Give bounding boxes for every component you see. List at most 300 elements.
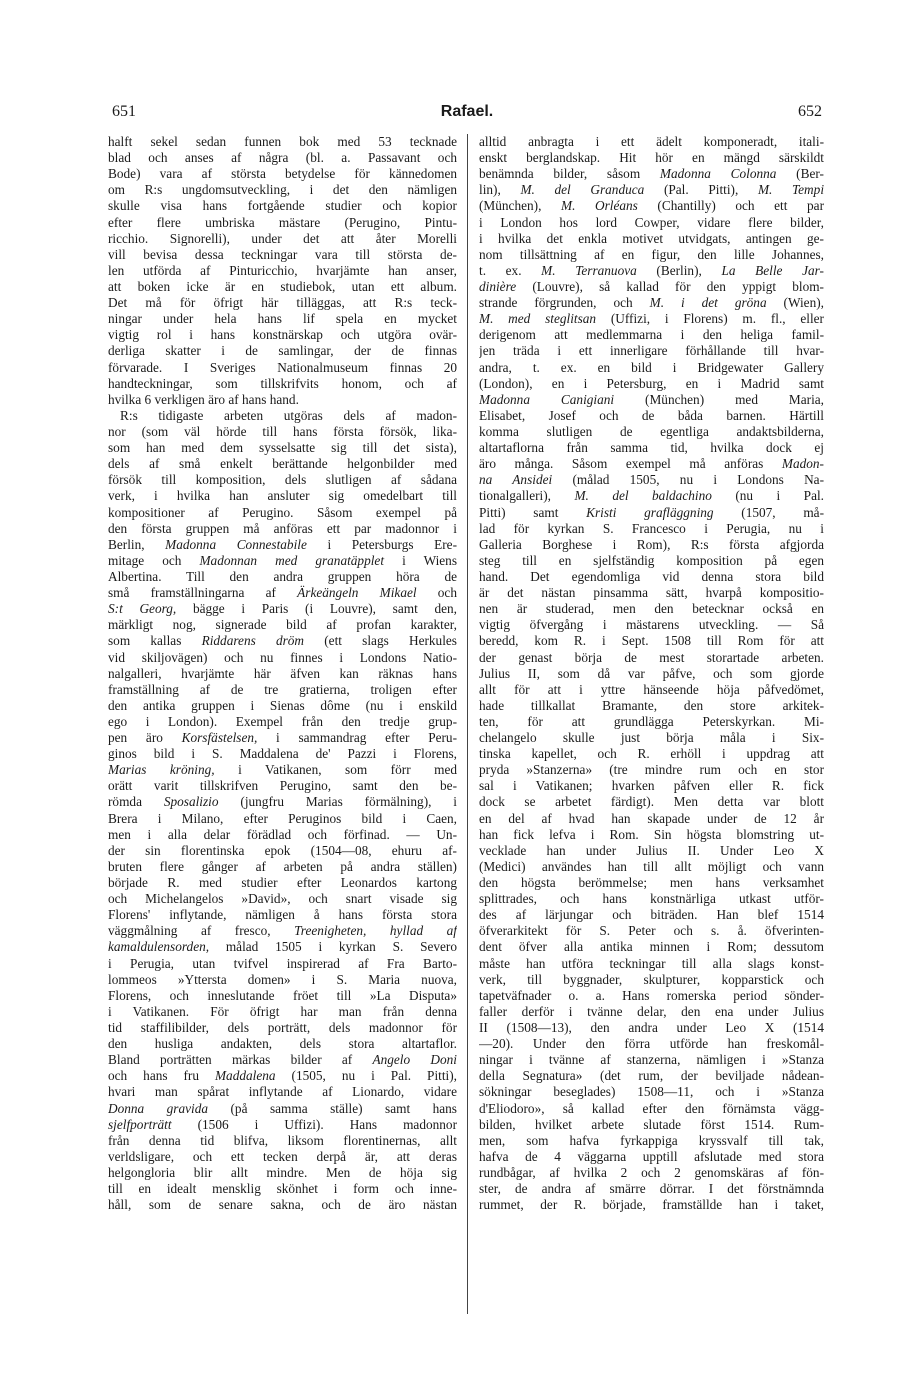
text-run: en del af hvad han skapade under de 12 år (479, 810, 824, 826)
text-run: pryda »Stanzerna» (tre mindre rum och en stor (479, 762, 824, 778)
text-line (108, 601, 457, 617)
text-line (479, 714, 824, 730)
text-line (479, 150, 824, 166)
text-line (108, 569, 457, 585)
text-line (108, 988, 457, 1004)
text-line (108, 472, 457, 488)
text-line (108, 939, 457, 955)
italic-title: Riddarens dröm (201, 633, 305, 649)
text-run: sökningar beseglades) 1508—11, och i »Stanza (479, 1084, 824, 1100)
text-run: halft sekel sedan funnen bok med 53 tecknade (108, 134, 457, 149)
text-line (108, 263, 457, 279)
text-run: Berlin, (108, 536, 166, 552)
italic-title: M. del baldachino (574, 488, 712, 504)
text-run: ginos bild i S. Maddalena de' Pazzi i Florens, (108, 746, 457, 762)
text-run: (Medici) användes han till allt möjligt och vann (479, 858, 824, 874)
text-run: ster, de andra af smärre dörrar. I det förstnämnda (479, 1181, 824, 1197)
text-line (108, 1133, 457, 1149)
text-run: altartaflorna från samma tid, hvilka dock ej (479, 440, 824, 456)
text-run: (Wien), (766, 295, 824, 311)
text-run: i hvilka det enkla motivet utvidgats, antingen ge- (479, 230, 824, 246)
text-run: splittrades, och hans konstnärliga utkast utför- (479, 891, 824, 907)
text-line (108, 891, 457, 907)
text-run: Florens, och inneslutande fröet till »La Disputa» (108, 987, 457, 1003)
text-line (479, 263, 824, 279)
italic-title: na Ansidei (479, 472, 553, 488)
text-line (108, 1117, 457, 1133)
text-run: om R:s ungdomsutveckling, i det den nämligen (108, 182, 457, 198)
text-run: som han med dem sysselsatte sig till det sista), (108, 440, 457, 456)
text-line (108, 843, 457, 859)
text-run: bilden, hvilket arbete slutade först 1514. Rum- (479, 1116, 824, 1132)
text-line (479, 923, 824, 939)
text-line (108, 376, 457, 392)
text-line (479, 633, 824, 649)
text-line (479, 456, 824, 472)
text-line (479, 376, 824, 392)
text-run: (Uffizi, i Florens) m. fl., eller (596, 311, 824, 327)
text-run: håll, som de senare sakna, och de äro nästan (108, 1197, 457, 1213)
text-run: der sin florentinska epok (1504—08, ehuru af- (108, 842, 457, 858)
text-line (108, 827, 457, 843)
text-line (479, 843, 824, 859)
text-line (108, 1004, 457, 1020)
text-run: della Segnatura» (det rum, der beviljade nådean- (479, 1068, 824, 1084)
italic-title: dinière (479, 278, 517, 294)
text-run: Albertina. Till den andra gruppen höra de (108, 568, 457, 584)
text-line (108, 505, 457, 521)
text-line (108, 714, 457, 730)
italic-title: Marias kröning, (108, 762, 215, 778)
text-run: den högsta berömmelse; men hans verksamhet (479, 875, 824, 891)
text-run: vill bevisa dessa teckningar vara till största de- (108, 246, 457, 262)
text-run: (jungfru Marias förmälning), i (218, 794, 457, 810)
text-line (479, 1165, 824, 1181)
italic-title: Kristi grafläggning (586, 504, 714, 520)
text-line (479, 956, 824, 972)
text-line (479, 521, 824, 537)
text-line (108, 408, 457, 424)
text-run: Julius II, som då var påfve, och som gjorde (479, 665, 824, 681)
text-run: römda (108, 794, 164, 810)
text-run: (målad 1505, nu i Londons Na- (552, 472, 824, 488)
text-line (479, 488, 824, 504)
text-run: dock se arbetet färdigt). Men detta var blott (479, 794, 824, 810)
text-run: Brera i Milano, efter Peruginos bild i Caen, (108, 810, 457, 826)
text-run: orätt varit tillskrifven Perugino, samt den be- (108, 778, 457, 794)
text-run: sal i Vatikanen; hvarken påfven eller R. fick (479, 778, 824, 794)
text-run: till en idealt mensklig skönhet i form och inne- (108, 1181, 457, 1197)
text-run: verk, i hvilka han ansluter sig omedelbart till (108, 488, 457, 504)
text-run: lommeos »Yttersta domen» i S. Maria nuova, (108, 971, 457, 987)
text-run: (London), en i Petersburg, en i Madrid samt (479, 375, 824, 391)
text-run: ricchio. Signorelli), under det att åter Morelli (108, 230, 457, 246)
page-number-right: 652 (798, 103, 822, 120)
text-line (108, 553, 457, 569)
text-run: Galleria Borghese i Rom), R:s första afgjorda (479, 536, 824, 552)
italic-title: Madonna Canigiani (479, 391, 615, 407)
text-run: verldsligare, och ett tecken derpå är, att deras (108, 1148, 457, 1164)
text-line (479, 553, 824, 569)
italic-title: M. i det gröna (649, 295, 767, 311)
text-run: nor (som väl hörde till hans första försök, lika- (108, 423, 457, 439)
text-run: allt för att i yttre hänseende höja påfvedömet, (479, 681, 824, 697)
italic-title: La Belle Jar- (721, 262, 824, 278)
text-line (479, 746, 824, 762)
text-line (479, 1149, 824, 1165)
text-line (108, 150, 457, 166)
text-run: i Wiens (384, 552, 457, 568)
text-run: i Vatikanen. För öfrigt har man från denna (108, 1003, 457, 1019)
text-line (479, 1117, 824, 1133)
text-line (108, 1020, 457, 1036)
text-run: jen träda i ett innerligare förhållande till hvar- (479, 343, 824, 359)
text-line (108, 923, 457, 939)
text-line (479, 295, 824, 311)
text-run: hand. Det egendomliga vid denna stora bild (479, 568, 824, 584)
text-line (479, 166, 824, 182)
text-run: vid skiljovägen) och nu finnes i Londons Natio- (108, 649, 457, 665)
text-run: R:s tidigaste arbeten utgöras dels af madon- (120, 407, 457, 423)
text-run: (på samma ställe) samt hans (208, 1100, 457, 1116)
text-run: faller derför i tvänne delar, den ena under Julius (479, 1003, 824, 1019)
text-line (479, 1068, 824, 1084)
text-run: måste han utföra teckningar till alla slags konst- (479, 955, 824, 971)
left-column (108, 134, 457, 1316)
text-run: Elisabet, Josef och de båda barnen. Härtill (479, 407, 824, 423)
text-run: handteckningar, som tillskrifvits honom, och af (108, 375, 457, 391)
text-line (108, 456, 457, 472)
text-line (479, 698, 824, 714)
text-run: len utförda af Pinturicchio, hvarjämte han anser, (108, 262, 457, 278)
text-line (108, 311, 457, 327)
text-run: lin), (479, 182, 521, 198)
text-run: framställning af de tre gratierna, troligen efter (108, 681, 457, 697)
text-line (479, 601, 824, 617)
text-line (108, 198, 457, 214)
text-run: helgongloria blir allt mindre. Men de höja sig (108, 1165, 457, 1180)
text-run: —20). Under den förra utförde han freskomål- (479, 1036, 824, 1052)
text-line (108, 521, 457, 537)
text-run: vigtig rol i hans konstnärskap och utgöra ovär- (108, 327, 457, 343)
text-line (108, 859, 457, 875)
text-run: Bland porträtten märkas bilder af (108, 1052, 373, 1068)
text-line (108, 1036, 457, 1052)
text-line (479, 811, 824, 827)
text-line (479, 1101, 824, 1117)
text-line (479, 1181, 824, 1197)
text-run: i Petersburgs Ere- (306, 536, 457, 552)
text-run: (München) med Maria, (614, 391, 824, 407)
text-run: verk, till byggnader, skulpturer, kopparstick och (479, 971, 824, 987)
text-run: som kallas (108, 633, 202, 649)
text-line (479, 360, 824, 376)
right-column (479, 134, 824, 1316)
italic-title: M. del Granduca (520, 182, 645, 198)
text-line (108, 1165, 457, 1181)
italic-title: Madonna Colonna (659, 166, 777, 182)
text-run: försök till komposition, dels slutligen af sådana (108, 472, 457, 488)
text-run: mitage och (108, 552, 200, 568)
text-run: (1506 i Uffizi). Hans madonnor (171, 1116, 457, 1132)
italic-title: M. Terranuova (541, 262, 637, 278)
text-run: des af lärjungar och biträden. Han blef 1514 (479, 907, 824, 923)
text-run: nen är studerad, men den betecknar också en (479, 601, 824, 617)
text-line (108, 1149, 457, 1165)
text-run: och (416, 585, 457, 601)
text-line (479, 891, 824, 907)
text-run: t. ex. (479, 262, 542, 278)
text-run: små framställningarna af (108, 585, 298, 601)
text-run: märkligt nog, signerade bild af profan karakter, (108, 617, 457, 633)
text-run: bägge i Paris (i Louvre), samt den, (176, 601, 457, 617)
text-line (108, 440, 457, 456)
text-run: tid staffilibilder, dels porträtt, dels madonnor för (108, 1020, 457, 1036)
text-run: dent öfver alla antika minnen i Rom; dessutom (479, 939, 824, 955)
italic-title: M. Tempi (757, 182, 824, 198)
text-line (108, 1197, 457, 1213)
text-run: vecklade han under Julius II. Under Leo X (479, 842, 824, 858)
text-run: (Pal. Pitti), (644, 182, 758, 198)
text-run: väggmålning af fresco, (108, 923, 295, 939)
column-divider (467, 134, 468, 1314)
text-line (108, 730, 457, 746)
text-run: (Berlin), (636, 262, 722, 278)
text-run: benämnda bilder, såsom (479, 166, 660, 182)
text-run: (München), (479, 198, 561, 214)
text-run: i London hos lord Cowper, vidare flere bilder, (479, 214, 824, 230)
text-line (479, 231, 824, 247)
text-run: Bode) vara af största betydelse för kännedomen (108, 166, 457, 182)
text-line (108, 650, 457, 666)
text-run: dels af små enkelt berättande helgonbilder med (108, 456, 457, 472)
text-line (479, 279, 824, 295)
text-run: men i alla delar förädlad och förfinad. — Un- (108, 826, 457, 842)
text-line (108, 1181, 457, 1197)
text-run: derliga skatter i de samlingar, der de finnas (108, 343, 457, 359)
text-line (479, 585, 824, 601)
text-line (108, 537, 457, 553)
text-run: i sammandrag efter Peru- (257, 730, 457, 746)
text-run: hafva de 4 väggarna upptill afslutade med stora (479, 1148, 824, 1164)
text-run: rummet, der R. började, framställde han i taket, (479, 1197, 824, 1213)
text-run: vigtig öfvergång i mästarens utveckling. — Så (479, 617, 824, 633)
text-run: började R. med studier efter Leonardos kartong (108, 875, 457, 891)
text-line (479, 1084, 824, 1100)
text-line (108, 182, 457, 198)
text-line (108, 811, 457, 827)
running-title: Rafael. (440, 103, 494, 120)
text-line (479, 134, 824, 150)
text-run: kompositioner af Perugino. Såsom exempel på (108, 504, 457, 520)
text-run: han fick lefva i Rom. Sin högsta blomstring ut- (479, 826, 824, 842)
text-line (479, 472, 824, 488)
text-run: alltid anbragta i ett ädelt komponeradt, itali- (479, 134, 824, 149)
italic-title: Maddalena (214, 1068, 276, 1084)
text-line (479, 650, 824, 666)
text-line (479, 1036, 824, 1052)
text-line (108, 907, 457, 923)
text-run: ego i London). Exempel från den tredje grup- (108, 713, 457, 729)
text-line (479, 1197, 824, 1213)
text-line (479, 198, 824, 214)
text-line (479, 762, 824, 778)
text-run: är det nästan pinsamma sätt, hvarpå kompositio- (479, 585, 824, 601)
text-line (479, 327, 824, 343)
text-line (479, 569, 824, 585)
text-line (479, 617, 824, 633)
text-line (479, 875, 824, 891)
text-run: steg till en sjelfständig komposition på egen (479, 552, 824, 568)
text-run: strande förgrunden, och (479, 295, 650, 311)
text-line (108, 247, 457, 263)
text-line (108, 956, 457, 972)
italic-title: M. Orléans (561, 198, 638, 214)
text-line (479, 1004, 824, 1020)
text-run: (ett slags Herkules (304, 633, 457, 649)
text-run: bruten flere gånger af arbeten på andra ställen) (108, 858, 457, 874)
text-line (108, 1084, 457, 1100)
text-line (479, 505, 824, 521)
text-run: pen äro (108, 730, 182, 746)
italic-title: Donna gravida (108, 1100, 209, 1116)
text-line (108, 762, 457, 778)
italic-title: kamaldulensorden, (108, 939, 210, 955)
text-run: från denna tid blifva, liksom florentinernas, allt (108, 1132, 457, 1148)
text-run: tinska kapellet, och R. erhöll i uppdrag att (479, 746, 824, 762)
text-line (479, 1020, 824, 1036)
text-run: Florens' inflytande, nämligen å hans första stora (108, 907, 457, 923)
italic-title: Korsfästelsen, (181, 730, 258, 746)
text-run: ten, för att grundlägga Peterskyrkan. Mi- (479, 713, 824, 729)
text-run: nom tillsättning af en figur, den lille Johannes, (479, 246, 824, 262)
text-run: hvilka 6 verkligen äro af hans hand. (108, 391, 299, 407)
text-line (108, 1052, 457, 1068)
italic-title: Treenigheten, hyllad af (294, 923, 457, 939)
text-line (479, 988, 824, 1004)
text-run: men, som hafva fyrkappiga kryssvalf till tak, (479, 1132, 824, 1148)
text-line (479, 939, 824, 955)
text-line (479, 1133, 824, 1149)
text-line (479, 440, 824, 456)
text-run: tionalgalleri), (479, 488, 575, 504)
text-line (108, 360, 457, 376)
text-run: (1505, nu i Pal. Pitti), (275, 1068, 457, 1084)
text-run: och hans fru (108, 1068, 215, 1084)
text-line (108, 134, 457, 150)
text-line (479, 972, 824, 988)
text-run: den antika gruppen i Sienas dôme (nu i enskild (108, 697, 457, 713)
text-run: rundbågar, af hvilka 2 och 2 genomskäras af fön- (479, 1165, 824, 1180)
text-run: att boken icke är en studiebok, utan ett album. (108, 278, 457, 294)
text-run: hade tillkallat Bramante, den store arkitek- (479, 697, 824, 713)
text-run: öfverarkitekt för S. Peter och s. å. öfverinten- (479, 923, 824, 939)
text-line (108, 875, 457, 891)
text-line (479, 311, 824, 327)
italic-title: Madonna Connestabile (165, 536, 307, 552)
text-line (479, 343, 824, 359)
text-line (479, 182, 824, 198)
italic-title: Madon- (781, 456, 824, 472)
text-line (108, 585, 457, 601)
text-line (479, 682, 824, 698)
text-run: (Ber- (776, 166, 824, 182)
text-line (479, 859, 824, 875)
text-run: lad för kyrkan S. Francesco i Perugia, nu i (479, 520, 824, 536)
text-line (108, 1068, 457, 1084)
text-run: förvarade. I Sveriges Nationalmuseum finnas 20 (108, 359, 457, 375)
text-line (479, 247, 824, 263)
text-line (108, 488, 457, 504)
text-line (479, 778, 824, 794)
text-run: der genast börja de mest storartade arbeten. (479, 649, 824, 665)
italic-title: Angelo Doni (372, 1052, 457, 1068)
text-run: äro många. Såsom exempel må anföras (479, 456, 782, 472)
page-header (112, 103, 822, 125)
text-line (479, 827, 824, 843)
text-line (108, 279, 457, 295)
text-run: (Chantilly) och ett par (637, 198, 824, 214)
text-line (479, 794, 824, 810)
text-line (479, 392, 824, 408)
text-line (108, 682, 457, 698)
text-line (108, 327, 457, 343)
text-line (479, 215, 824, 231)
text-line (108, 746, 457, 762)
text-run: och Michelangelos »David», och snart visade sig (108, 891, 457, 907)
text-run: chelangelo skulle just börja måla i Six- (479, 730, 824, 746)
text-line (108, 343, 457, 359)
text-line (108, 698, 457, 714)
text-run: komma slutligen de egentliga andaktsbilderna, (479, 423, 824, 439)
text-line (479, 907, 824, 923)
text-line (108, 392, 457, 408)
text-run: hvari man spårat inflytande af Lionardo, vidare (108, 1084, 457, 1100)
text-run: efter flere umbriska mästare (Perugino, Pintu- (108, 214, 457, 230)
text-line (108, 633, 457, 649)
text-run: i Perugia, utan tvifvel inspirerad af Fra Barto- (108, 955, 457, 971)
text-line (108, 1101, 457, 1117)
italic-title: sjelfporträtt (108, 1116, 172, 1132)
text-run: Det må för öfrigt här tilläggas, att R:s teck- (108, 295, 457, 311)
italic-title: M. med steglitsan (479, 311, 597, 327)
text-run: nalgalleri, hvarjämte här äfven kan räknas hans (108, 665, 457, 681)
text-run: den husliga andakten, dels stora altartaflor. (108, 1036, 457, 1052)
text-run: II (1508—13), den andra under Leo X (1514 (479, 1020, 824, 1036)
text-line (108, 666, 457, 682)
text-run: (Louvre), så kallad för den yppigt blom- (516, 278, 824, 294)
text-line (108, 617, 457, 633)
page-number-left: 651 (112, 103, 136, 120)
text-run: enskt berglandskap. Hit hör en mängd särskildt (479, 150, 824, 166)
text-line (479, 1052, 824, 1068)
text-run: ningar i tvänne af stanzerna, nämligen i »Stanza (479, 1052, 824, 1068)
text-run: blad och anses af några (bl. a. Passavant och (108, 150, 457, 166)
text-run: ningar under hela hans lif spela en mycket (108, 311, 457, 327)
text-run: målad 1505 i kyrkan S. Severo (209, 939, 457, 955)
text-line (108, 794, 457, 810)
text-run: skulle visa hans fortgående studier och kopior (108, 198, 457, 214)
text-line (479, 537, 824, 553)
text-line (108, 778, 457, 794)
text-line (479, 730, 824, 746)
text-line (108, 972, 457, 988)
text-line (479, 408, 824, 424)
text-run: d'Eliodoro», så kallad efter den förnämsta vägg- (479, 1100, 824, 1116)
italic-title: Madonnan med granatäpplet (199, 552, 385, 568)
italic-title: Sposalizio (163, 794, 219, 810)
text-line (108, 295, 457, 311)
